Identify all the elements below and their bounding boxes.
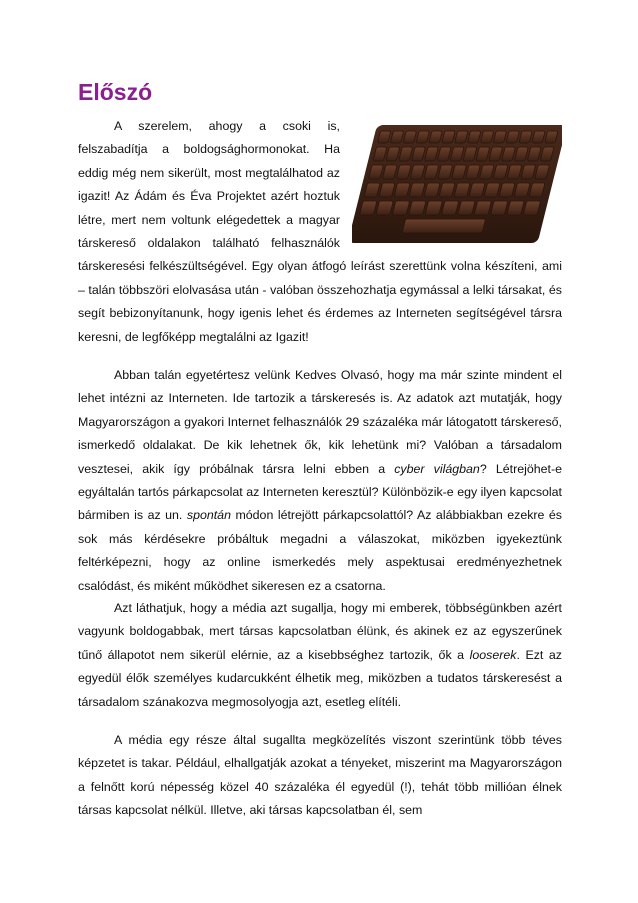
paragraph-3-text-a: Azt láthatjuk, hogy a média azt sugallja, hogy mi emberek, többségünkben azért vagyunk boldogabbak, mert társas kapcsolatban élünk, és akinek ez az egyszerűnek tűnő állapotot nem sikerül elérnie, az a kisebbséghez tartozik, ők a [78, 601, 562, 662]
paragraph-3-emphasis: looserek [469, 647, 517, 662]
paragraph-4: A média egy része által sugallta megközelítés viszont szerintünk több téves képzetet is takar. Például, elhallgatják azokat a tényeket, miszerint ma Magyarországon a felnőtt korú népesség közel 40 százaléka él egyedül (!), tehát több millióan élnek társas kapcsolat nélkül. Illetve, aki társas kapcsolatban él, sem [78, 733, 562, 818]
paragraph-2-emphasis-1: cyber világban [394, 461, 480, 476]
paragraph-3-text-b: . Ezt az egyedül élők személyes kudarcukként élhetik meg, miközben a tudatos társkeresést a társadalom szánakozva megmosolyogja azt, esetleg elítéli. [78, 647, 562, 709]
paragraph-2-text-c: módon létrejött párkapcsolattól? Az alábbiakban ezekre és sok más kérdésekre próbáltuk megadni a válaszokat, miközben igyekeztünk feltérképezni, hogy az online ismerkedés mely aspektusai eredményezhetnek csalódást, és miként működhet sikeresen ez a csatorna. [78, 508, 563, 593]
chocolate-keyboard-icon [352, 115, 562, 246]
paragraph-1 [78, 115, 562, 349]
paragraph-2-text-b: ? Létrejöhet-e egyáltalán tartós párkapcsolat az Interneten keresztül? Különbözik-e egy ilyen kapcsolat bármiben is az un. [78, 461, 562, 523]
paragraph-2 [78, 364, 562, 598]
paragraph-2-emphasis-2: spontán [186, 508, 231, 523]
page-title: Előszó [78, 79, 153, 105]
paragraph-3 [78, 597, 562, 714]
paragraph-2-text-a: Abban talán egyetértesz velünk Kedves Olvasó, hogy ma már szinte mindent el lehet intézni az Interneten. Ide tartozik a társkeresés is. Az adatok azt mutatják, hogy Magyarországon a gyakori Internet felhasználók 29 százaléka már látogatott társkereső, ismerkedő oldalakat. De kik lehetnek ők, kik lehetünk mi? Valóban a társadalom vesztesei, akik így próbálnak társra lelni ebben a [78, 368, 562, 476]
paragraph-1-text: A szerelem, ahogy a csoki is, felszabadítja a boldogsághormonokat. Ha eddig még nem sikerült, most megtalálhatod az igazit! Az Ádám és Éva Projektet azért hoztuk létre, mert nem voltunk elégedettek a magyar társkereső oldalakon található felhasználók társkeresési felkészültségével. Egy olyan átfogó leírást szerettünk volna készíteni, ami – talán többszöri elolvasása után - valóban összehozhatja egymással a lelki társakat, és segít bebizonyítanunk, hogy igenis lehet és érdemes az Interneten segítségével társra keresni, de legfőképp megtalálni az Igazit! [78, 119, 562, 344]
